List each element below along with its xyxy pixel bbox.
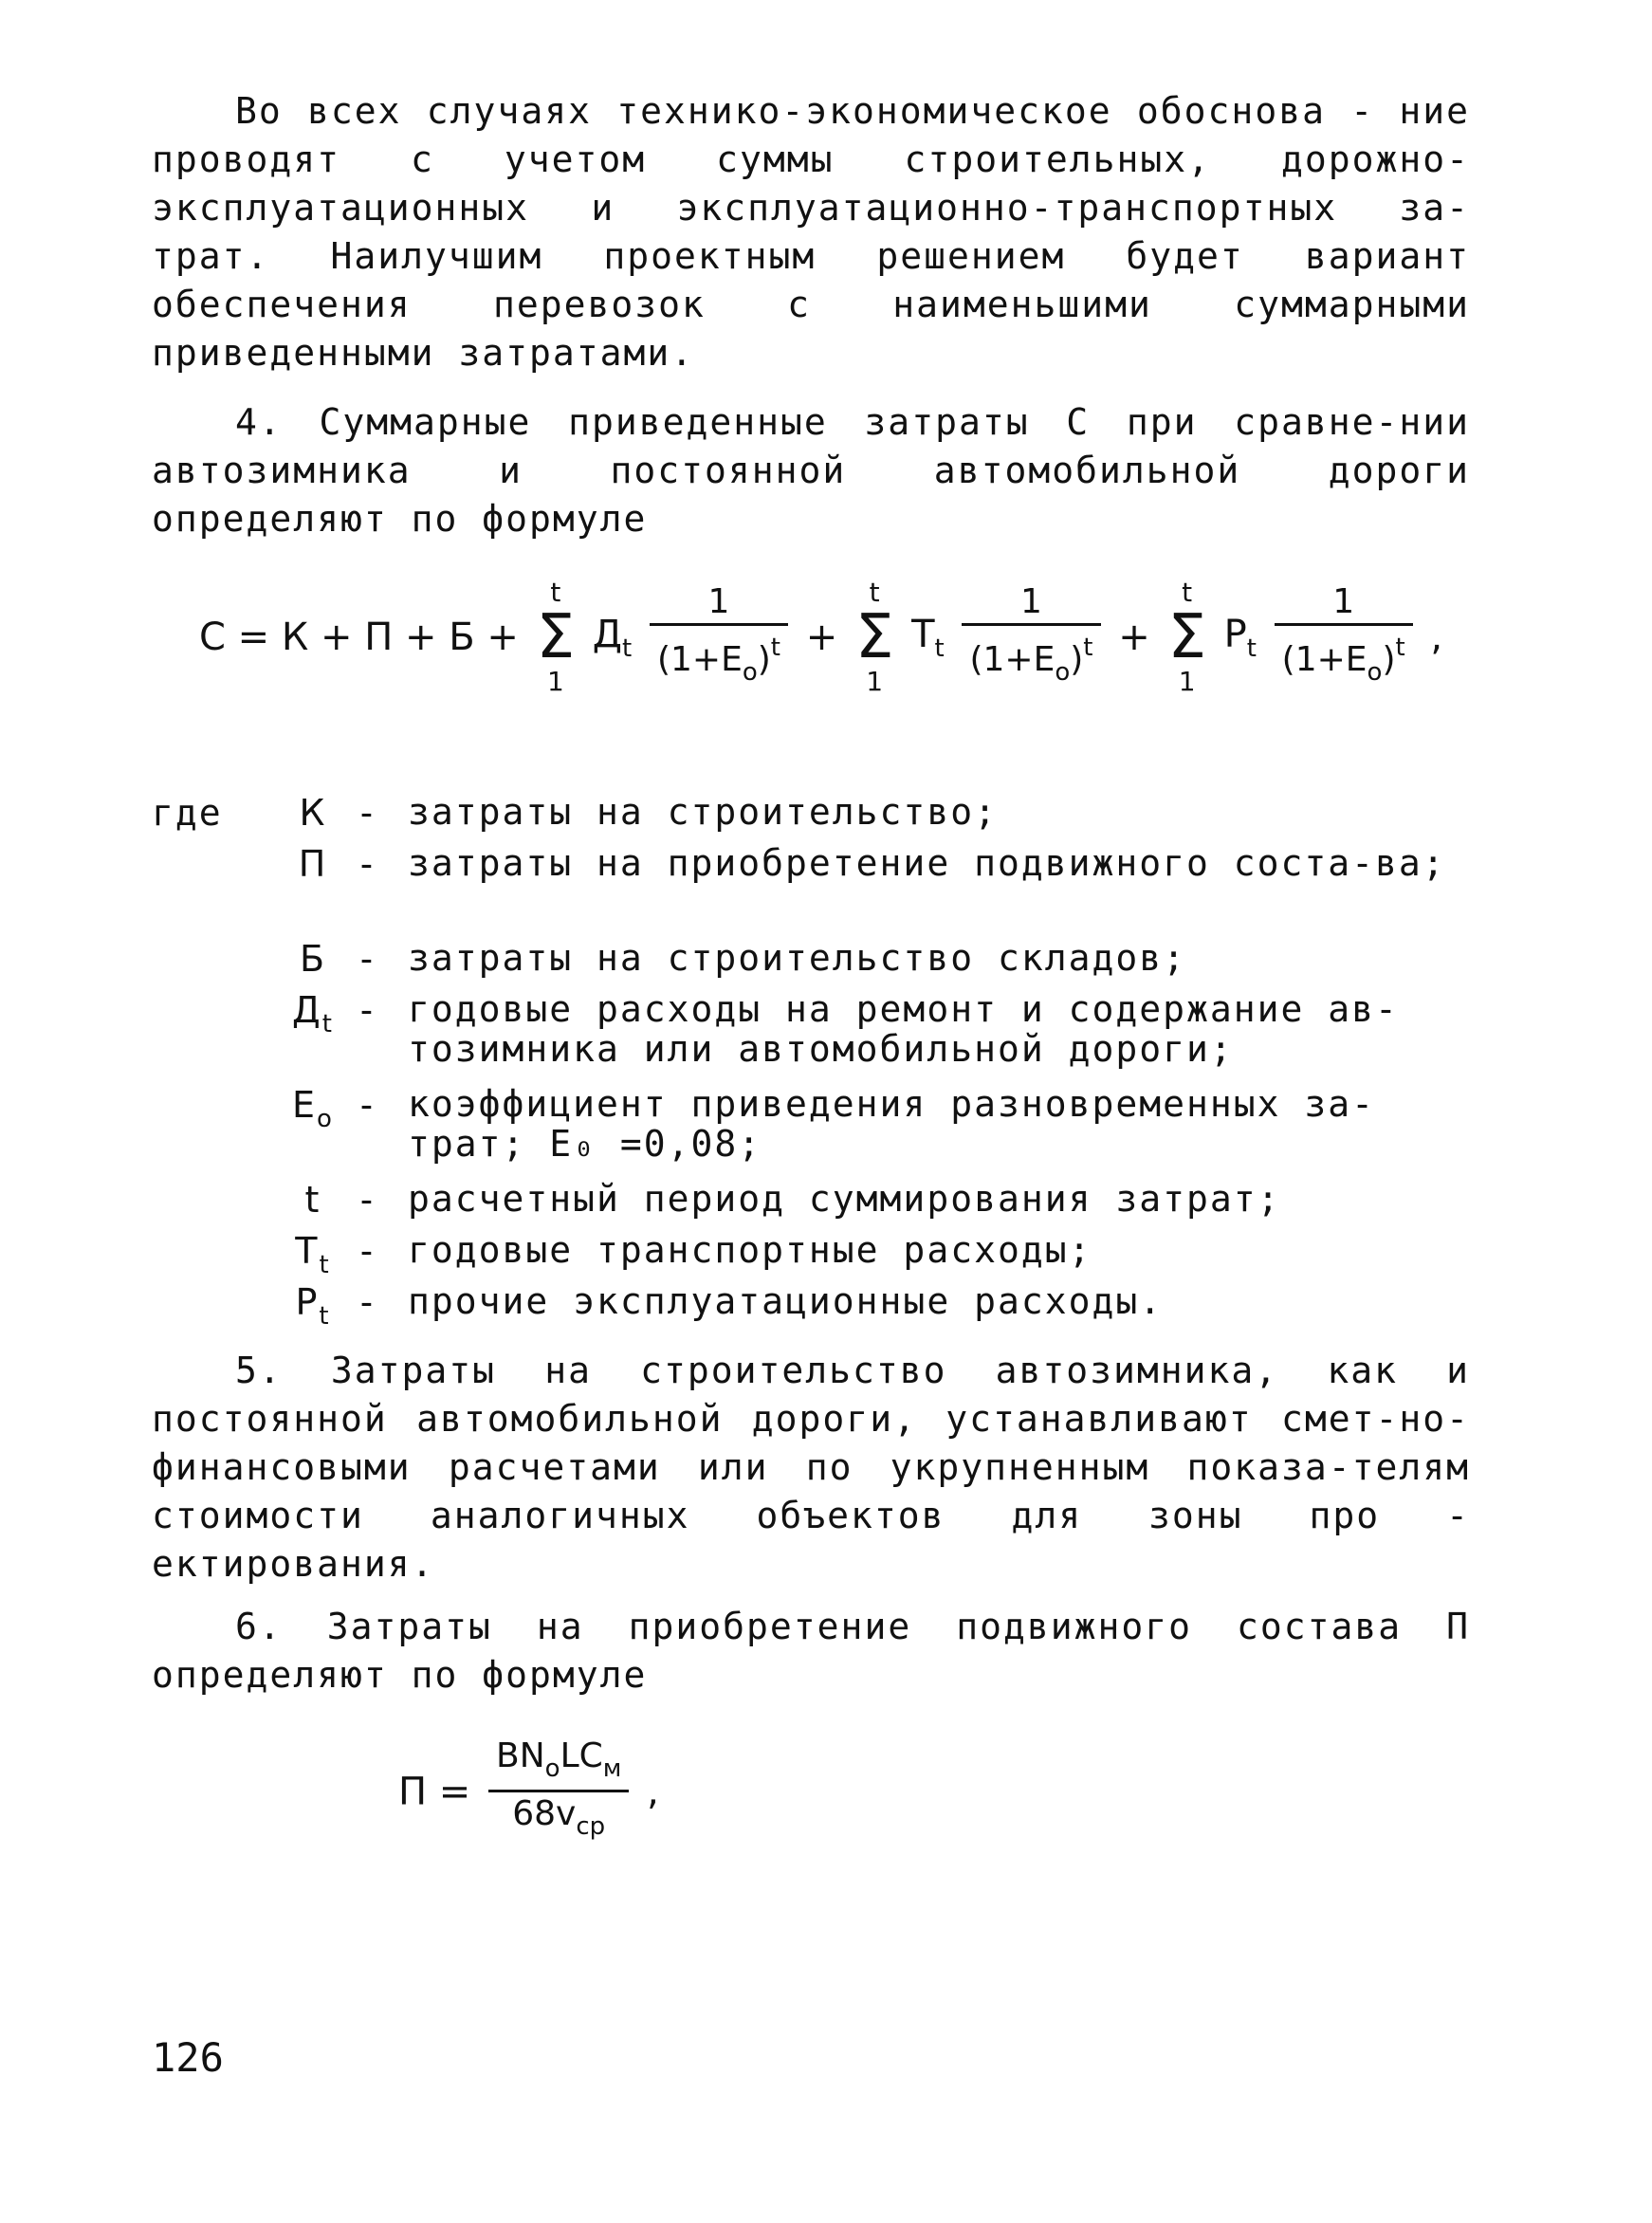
den-part: 68v bbox=[512, 1794, 577, 1833]
definition-row bbox=[152, 989, 1479, 1084]
sigma-1: Σ bbox=[536, 602, 576, 672]
definition-symbol-main: Д bbox=[292, 989, 322, 1031]
fraction-rolling-stock-den bbox=[488, 1792, 629, 1848]
fraction-2-den-exp: t bbox=[1083, 633, 1093, 662]
definition-symbol-sub: t bbox=[319, 1302, 331, 1331]
definition-dash: - bbox=[356, 843, 379, 885]
definition-text: затраты на строительство; bbox=[408, 791, 998, 833]
fraction-2 bbox=[962, 581, 1100, 694]
fraction-1-num: 1 bbox=[650, 581, 788, 626]
definition-symbol-sub: t bbox=[319, 1251, 331, 1279]
definition-row bbox=[152, 1084, 1479, 1179]
definition-symbol-main: t bbox=[304, 1179, 321, 1221]
term-d-symbol: Д bbox=[592, 612, 623, 656]
term-t-symbol: Т bbox=[911, 612, 935, 656]
num-sub-1: o bbox=[544, 1755, 560, 1783]
formula-lhs: С = К + П + Б + bbox=[199, 615, 519, 659]
definition-symbol-main: Т bbox=[295, 1230, 320, 1272]
term-p-symbol: Р bbox=[1223, 612, 1247, 656]
definition-symbol bbox=[275, 1084, 351, 1133]
definition-row bbox=[152, 843, 1479, 938]
definition-symbol-sub: o bbox=[317, 1105, 334, 1133]
sum-1-lower: 1 bbox=[546, 666, 564, 697]
fraction-1-den bbox=[650, 626, 788, 694]
fraction-2-den bbox=[962, 626, 1100, 694]
definition-symbol-main: E bbox=[292, 1084, 318, 1126]
definition-symbol-main: Б bbox=[299, 938, 327, 980]
paragraph-intro: Во всех случаях технико-экономическое обоснова - ние проводят с учетом суммы строительных, дорожно-эксплуатационных и эксплуатационно-транспортных за-трат. Наилучшим проектным решением будет вариант обеспечения перевозок с наименьшими суммарными приведенными затратами. bbox=[152, 90, 1470, 374]
fraction-2-den-base: (1+E bbox=[969, 639, 1055, 679]
definition-text: расчетный период суммирования затрат; bbox=[408, 1178, 1281, 1220]
formula-1-end: , bbox=[1430, 615, 1443, 659]
fraction-1 bbox=[650, 581, 788, 694]
formula-2-end: , bbox=[647, 1770, 659, 1814]
definition-row bbox=[152, 938, 1479, 989]
formula-rolling-stock bbox=[398, 1736, 967, 1859]
definition-text: годовые расходы на ремонт и содержание ав-тозимника или автомобильной дороги; bbox=[408, 988, 1399, 1070]
definition-dash: - bbox=[356, 1230, 379, 1272]
num-part-2: LC bbox=[560, 1736, 603, 1775]
definition-symbol bbox=[275, 1281, 351, 1331]
definition-dash: - bbox=[356, 1179, 379, 1221]
term-p-sub: t bbox=[1246, 634, 1257, 663]
sum-2-upper: t bbox=[869, 577, 880, 608]
fraction-3-num: 1 bbox=[1275, 581, 1413, 626]
definition-dash: - bbox=[356, 1084, 379, 1126]
definition-text: затраты на строительство складов; bbox=[408, 937, 1186, 979]
fraction-1-den-close: ) bbox=[757, 639, 771, 679]
term-p bbox=[1223, 612, 1257, 663]
definition-dash: - bbox=[356, 989, 379, 1031]
sum-3-upper: t bbox=[1182, 577, 1193, 608]
paragraph-4: 4. Суммарные приведенные затраты С при сравне-нии автозимника и постоянной автомобильной дороги определяют по формуле bbox=[152, 401, 1470, 540]
definition-text: годовые транспортные расходы; bbox=[408, 1229, 1092, 1271]
definition-symbol bbox=[275, 1230, 351, 1279]
fraction-1-den-sub: o bbox=[742, 657, 758, 687]
paragraph-6: 6. Затраты на приобретение подвижного состава П определяют по формуле bbox=[152, 1606, 1470, 1696]
definitions-list bbox=[152, 792, 1479, 1332]
fraction-rolling-stock-num bbox=[488, 1736, 629, 1792]
definition-symbol bbox=[275, 843, 351, 885]
where-label: где bbox=[152, 792, 223, 834]
definition-symbol bbox=[275, 792, 351, 834]
plus-1: + bbox=[805, 615, 838, 659]
fraction-3 bbox=[1275, 581, 1413, 694]
definition-dash: - bbox=[356, 938, 379, 980]
fraction-1-den-exp: t bbox=[770, 633, 780, 662]
term-t-sub: t bbox=[934, 634, 945, 663]
definition-symbol-main: Р bbox=[295, 1281, 320, 1323]
formula-2-lhs: П = bbox=[398, 1770, 471, 1814]
plus-2: + bbox=[1118, 615, 1150, 659]
paragraph-5: 5. Затраты на строительство автозимника, как и постоянной автомобильной дороги, устанавливают смет-но-финансовыми расчетами или по укрупненным показа-телям стоимости аналогичных объектов для зоны про - ектирования. bbox=[152, 1350, 1470, 1585]
page-number: 126 bbox=[152, 2034, 224, 2081]
definition-text: коэффициент приведения разновременных за-трат; E₀ =0,08; bbox=[408, 1083, 1375, 1165]
definition-row bbox=[152, 1179, 1479, 1230]
den-sub: ср bbox=[576, 1812, 606, 1841]
fraction-3-den-base: (1+E bbox=[1281, 639, 1367, 679]
fraction-3-den-close: ) bbox=[1382, 639, 1396, 679]
sum-3-lower: 1 bbox=[1178, 666, 1196, 697]
num-part-1: BN bbox=[496, 1736, 545, 1775]
definition-symbol-main: П bbox=[298, 843, 328, 885]
sum-3 bbox=[1167, 579, 1205, 696]
definition-symbol bbox=[275, 1179, 351, 1221]
sigma-2: Σ bbox=[854, 602, 894, 672]
fraction-1-den-base: (1+E bbox=[656, 639, 743, 679]
fraction-rolling-stock bbox=[488, 1736, 629, 1848]
definition-row bbox=[152, 792, 1479, 843]
term-d-sub: t bbox=[622, 634, 633, 663]
definition-symbol-main: К bbox=[299, 792, 327, 834]
fraction-3-den-sub: o bbox=[1367, 657, 1383, 687]
definition-text: затраты на приобретение подвижного соста-ва; bbox=[408, 842, 1446, 884]
definition-symbol bbox=[275, 989, 351, 1038]
sum-2 bbox=[855, 579, 893, 696]
sum-1 bbox=[537, 579, 575, 696]
sigma-3: Σ bbox=[1167, 602, 1206, 672]
fraction-3-den bbox=[1275, 626, 1413, 694]
definition-dash: - bbox=[356, 1281, 379, 1323]
fraction-3-den-exp: t bbox=[1395, 633, 1405, 662]
definition-text: прочие эксплуатационные расходы. bbox=[408, 1280, 1164, 1322]
definition-row bbox=[152, 1281, 1479, 1332]
definition-row bbox=[152, 1230, 1479, 1281]
num-sub-2: м bbox=[602, 1755, 622, 1783]
term-t bbox=[911, 612, 945, 663]
definition-symbol-sub: t bbox=[321, 1010, 334, 1038]
sum-2-lower: 1 bbox=[866, 666, 884, 697]
definition-dash: - bbox=[356, 792, 379, 834]
definition-symbol bbox=[275, 938, 351, 980]
sum-1-upper: t bbox=[550, 577, 561, 608]
fraction-2-den-sub: o bbox=[1055, 657, 1071, 687]
formula-total-cost bbox=[199, 579, 1451, 740]
fraction-2-den-close: ) bbox=[1070, 639, 1084, 679]
term-d bbox=[592, 612, 633, 663]
fraction-2-num: 1 bbox=[962, 581, 1100, 626]
